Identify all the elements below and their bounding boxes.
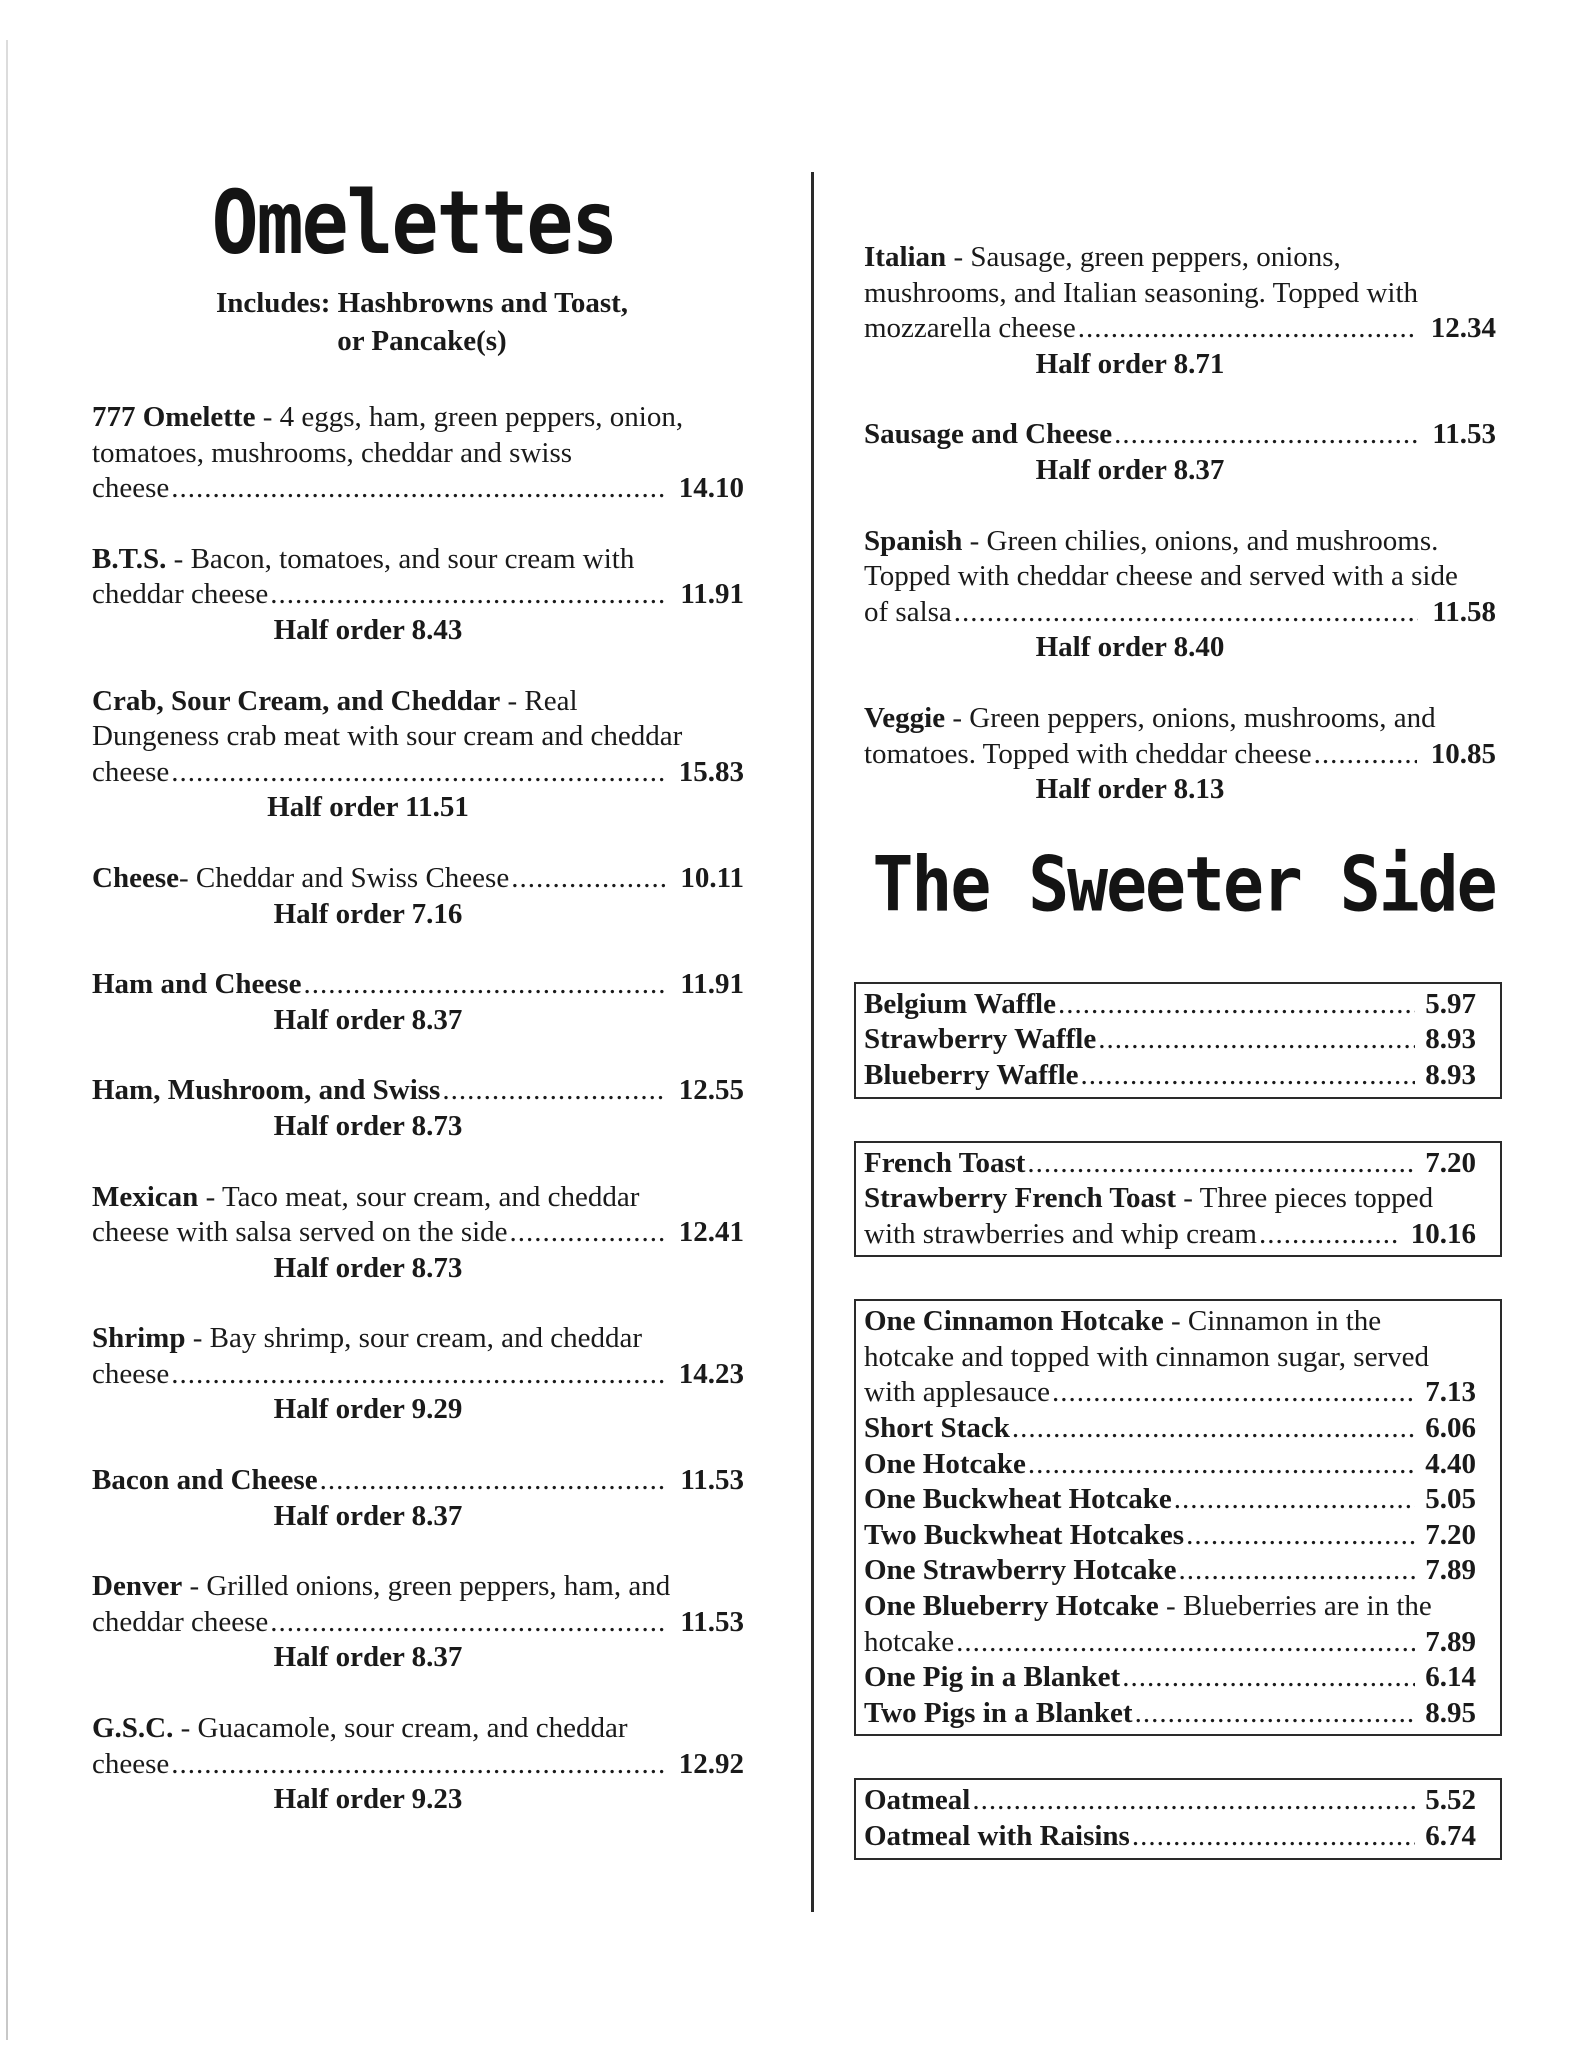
menu-item-price: 5.97	[1425, 987, 1476, 1020]
menu-item-price: 10.85	[1430, 737, 1496, 770]
omelettes-subtitle	[92, 284, 752, 360]
menu-item-name: Short Stack	[864, 1412, 1010, 1445]
menu-item-price: 15.83	[678, 755, 744, 788]
dot-leader	[1314, 737, 1417, 773]
menu-box	[854, 1299, 1502, 1736]
menu-item-description: mozzarella cheese	[864, 312, 1076, 345]
menu-item-price: 11.58	[1432, 595, 1496, 628]
menu-item-name: Cheese	[92, 861, 179, 894]
menu-item	[92, 1180, 744, 1287]
menu-item-price: 11.53	[680, 1605, 744, 1638]
menu-item-price: 7.20	[1425, 1146, 1476, 1179]
subtitle-line: or Pancake(s)	[337, 325, 507, 357]
half-order-price: Half order 8.73	[273, 1109, 463, 1142]
menu-item-price-line	[864, 1217, 1476, 1253]
menu-item-description: tomatoes. Topped with cheddar cheese	[864, 737, 1312, 770]
half-order-price: Half order 8.71	[1035, 347, 1225, 380]
menu-item-price-line	[92, 1215, 744, 1251]
menu-item-price: 12.34	[1430, 312, 1496, 345]
menu-item	[864, 1660, 1476, 1696]
menu-item-price-line	[92, 755, 744, 791]
menu-item	[92, 400, 744, 507]
dot-leader	[1058, 987, 1415, 1023]
menu-item-name: Mexican	[92, 1180, 199, 1213]
menu-item	[864, 240, 1496, 382]
menu-item-price-line	[864, 1783, 1476, 1819]
menu-item-description: Dungeness crab meat with sour cream and cheddar	[92, 720, 683, 753]
dot-leader	[303, 967, 666, 1003]
omelettes-title: Omelettes	[211, 173, 617, 275]
dot-leader	[1052, 1375, 1415, 1411]
dot-leader	[510, 1215, 665, 1251]
menu-item-name: Strawberry French Toast	[864, 1182, 1177, 1215]
menu-item-name: Shrimp	[92, 1322, 186, 1355]
right-column	[864, 240, 1504, 1902]
menu-item-line	[92, 1711, 744, 1747]
dot-leader	[1098, 1022, 1415, 1058]
menu-item-price-line	[864, 1553, 1476, 1589]
menu-item-price-line	[92, 861, 744, 897]
dot-leader	[1012, 1411, 1415, 1447]
dot-leader	[511, 861, 666, 897]
menu-item-price-line	[92, 577, 744, 613]
menu-item-price: 10.11	[680, 861, 744, 894]
menu-item	[92, 542, 744, 649]
menu-item-price-line	[864, 1819, 1476, 1855]
menu-item-price-line	[864, 1022, 1476, 1058]
menu-item	[864, 1447, 1476, 1483]
menu-item-line	[864, 1589, 1476, 1625]
menu-item-price-line	[864, 1518, 1476, 1554]
menu-item-price-line	[864, 987, 1476, 1023]
menu-item-name: B.T.S.	[92, 542, 167, 575]
half-order-price: Half order 9.29	[273, 1393, 463, 1426]
half-order-price: Half order 8.73	[273, 1251, 463, 1284]
menu-item-name: Belgium Waffle	[864, 987, 1056, 1020]
omelette-list	[92, 400, 752, 1818]
menu-item-price: 5.05	[1425, 1483, 1476, 1516]
menu-item	[864, 1553, 1476, 1589]
menu-item	[92, 1569, 744, 1676]
menu-item-name: Ham and Cheese	[92, 968, 302, 1001]
menu-item-price: 6.14	[1425, 1661, 1476, 1694]
menu-item-description: with strawberries and whip cream	[864, 1217, 1257, 1250]
menu-item-price-line	[864, 417, 1496, 453]
menu-item-description: - Grilled onions, green peppers, ham, and	[182, 1570, 671, 1603]
menu-item-description: cheese	[92, 1747, 170, 1780]
menu-item-name: Veggie	[864, 701, 946, 734]
menu-item-name: French Toast	[864, 1146, 1026, 1179]
menu-item-description: tomatoes, mushrooms, cheddar and swiss	[92, 436, 573, 469]
menu-item-description: cheese	[92, 1357, 170, 1390]
menu-item-name: Denver	[92, 1570, 183, 1603]
menu-item-price-line	[92, 1747, 744, 1783]
menu-item-price: 12.41	[678, 1216, 744, 1249]
menu-item-description: - Three pieces topped	[1176, 1182, 1434, 1215]
menu-item-price-line	[864, 1411, 1476, 1447]
menu-item-price-line	[864, 1660, 1476, 1696]
menu-item-line	[864, 1181, 1476, 1217]
menu-item-description: - Real	[500, 684, 578, 717]
menu-item-description: hotcake and topped with cinnamon sugar, served	[864, 1340, 1429, 1373]
menu-item-name: Oatmeal	[864, 1784, 971, 1817]
subtitle-line: Includes: Hashbrowns and Toast,	[215, 287, 629, 319]
half-order-price: Half order 8.37	[273, 1499, 463, 1532]
menu-item-description: - Blueberries are in the	[1158, 1590, 1432, 1623]
menu-item-line	[92, 542, 744, 578]
menu-item-name: Italian	[864, 241, 947, 273]
menu-item-name: Oatmeal with Raisins	[864, 1820, 1130, 1852]
half-order-price: Half order 8.13	[1035, 773, 1225, 806]
menu-box	[854, 1141, 1502, 1258]
column-divider	[811, 172, 814, 1912]
dot-leader	[1114, 417, 1418, 453]
dot-leader	[1081, 1058, 1416, 1094]
dot-leader	[1122, 1660, 1415, 1696]
menu-item-price-line	[864, 1696, 1476, 1732]
menu-item-name: Blueberry Waffle	[864, 1058, 1079, 1091]
menu-item-price-line	[92, 471, 744, 507]
menu-item-description: - 4 eggs, ham, green peppers, onion,	[255, 401, 684, 433]
menu-item-line	[864, 701, 1496, 737]
menu-item-name: Spanish	[864, 524, 963, 557]
page-scan-edge	[6, 40, 8, 2040]
menu-item-description: cheddar cheese	[92, 578, 269, 611]
menu-item-description: - Green peppers, onions, mushrooms, and	[945, 701, 1436, 734]
menu-item-name: Bacon and Cheese	[92, 1464, 318, 1497]
menu-item-price: 12.92	[678, 1747, 744, 1780]
menu-item-price: 14.23	[678, 1357, 744, 1390]
left-column	[92, 173, 752, 1853]
menu-item-name: One Buckwheat Hotcake	[864, 1483, 1172, 1516]
half-order-price: Half order 7.16	[273, 897, 463, 930]
menu-item-description: mushrooms, and Italian seasoning. Topped with	[864, 276, 1419, 309]
menu-item-price: 12.55	[678, 1074, 744, 1107]
menu-item-price: 11.91	[680, 578, 744, 611]
menu-item-description: - Taco meat, sour cream, and cheddar	[198, 1180, 640, 1213]
menu-item	[864, 1482, 1476, 1518]
menu-item-description: Topped with cheddar cheese and served with a side	[864, 560, 1458, 593]
menu-item-price-line	[92, 1357, 744, 1393]
menu-item-description: - Sausage, green peppers, onions,	[946, 241, 1341, 273]
menu-item-price: 14.10	[678, 472, 744, 505]
menu-item-description: - Green chilies, onions, and mushrooms.	[962, 524, 1439, 557]
menu-item-name: One Cinnamon Hotcake	[864, 1305, 1164, 1338]
menu-item	[864, 1783, 1476, 1819]
menu-item-name: One Hotcake	[864, 1447, 1026, 1480]
dot-leader	[320, 1463, 667, 1499]
menu-item-name: Two Pigs in a Blanket	[864, 1696, 1133, 1729]
half-order-price: Half order 8.43	[273, 613, 463, 646]
menu-item	[864, 1058, 1476, 1094]
menu-item-name: One Pig in a Blanket	[864, 1661, 1121, 1694]
menu-item	[92, 1463, 744, 1534]
menu-item-description: cheese	[92, 755, 170, 788]
menu-box	[854, 1778, 1502, 1859]
menu-item-description: cheddar cheese	[92, 1605, 269, 1638]
dot-leader	[1179, 1553, 1416, 1589]
half-order-price: Half order 11.51	[267, 791, 469, 824]
menu-item	[864, 1589, 1476, 1660]
dot-leader	[171, 1357, 664, 1393]
menu-item	[864, 1181, 1476, 1252]
menu-item-name: Crab, Sour Cream, and Cheddar	[92, 684, 501, 717]
sweeter-side-boxes	[864, 982, 1504, 1860]
menu-item-price: 11.53	[680, 1464, 744, 1497]
menu-item-name: One Strawberry Hotcake	[864, 1554, 1177, 1587]
sweeter-side-title: The Sweeter Side	[872, 840, 1496, 930]
menu-item-price-line	[864, 1146, 1476, 1182]
menu-item-line	[92, 1569, 744, 1605]
menu-item-name: One Blueberry Hotcake	[864, 1590, 1159, 1623]
half-order-price: Half order 8.37	[273, 1003, 463, 1036]
dot-leader	[1259, 1217, 1401, 1253]
menu-item-price-line	[864, 1375, 1476, 1411]
menu-item-description: - Bacon, tomatoes, and sour cream with	[166, 542, 635, 575]
dot-leader	[270, 1605, 666, 1641]
menu-item	[92, 1073, 744, 1144]
menu-item-price-line	[864, 1625, 1476, 1661]
menu-item	[864, 987, 1476, 1023]
menu-item	[92, 861, 744, 932]
menu-item	[864, 701, 1496, 808]
menu-item-price-line	[864, 1482, 1476, 1518]
dot-leader	[270, 577, 666, 613]
menu-item-price-line	[864, 1058, 1476, 1094]
dot-leader	[1186, 1518, 1415, 1554]
menu-item	[864, 1518, 1476, 1554]
menu-item-price: 8.95	[1425, 1696, 1476, 1729]
half-order-price: Half order 8.37	[273, 1641, 463, 1674]
half-order-price: Half order 8.37	[1035, 453, 1225, 486]
menu-item-price: 7.20	[1425, 1518, 1476, 1551]
menu-item-line	[92, 1180, 744, 1216]
menu-item-price: 7.13	[1425, 1376, 1476, 1409]
menu-item	[864, 1696, 1476, 1732]
menu-item	[92, 967, 744, 1038]
menu-item-name: Strawberry Waffle	[864, 1023, 1097, 1056]
menu-item-price-line	[864, 737, 1496, 773]
menu-item-line	[92, 1321, 744, 1357]
dot-leader	[171, 1747, 664, 1783]
menu-item	[92, 684, 744, 826]
menu-item-price: 7.89	[1425, 1625, 1476, 1658]
menu-item-price: 6.74	[1425, 1820, 1476, 1852]
omelette-list-continued	[864, 240, 1504, 808]
menu-item	[864, 1304, 1476, 1411]
menu-item	[864, 1819, 1476, 1855]
menu-item-description: - Guacamole, sour cream, and cheddar	[173, 1712, 628, 1745]
menu-item-price-line	[92, 1605, 744, 1641]
menu-item-price-line	[92, 1463, 744, 1499]
half-order-price: Half order 9.23	[273, 1783, 463, 1816]
menu-item-price: 4.40	[1425, 1447, 1476, 1480]
menu-item-description: - Cinnamon in the	[1163, 1305, 1382, 1338]
dot-leader	[442, 1073, 664, 1109]
menu-item-price-line	[864, 311, 1496, 347]
menu-item-line	[92, 400, 744, 436]
dot-leader	[1028, 1447, 1415, 1483]
menu-item-line	[864, 1304, 1476, 1340]
menu-item-description: - Cheddar and Swiss Cheese	[178, 861, 510, 894]
menu-item-price: 8.93	[1425, 1023, 1476, 1056]
dot-leader	[956, 1625, 1415, 1661]
menu-item-name: Two Buckwheat Hotcakes	[864, 1518, 1185, 1551]
menu-item	[864, 524, 1496, 666]
menu-item	[864, 1411, 1476, 1447]
menu-item-price-line	[864, 1447, 1476, 1483]
menu-item-price: 6.06	[1425, 1412, 1476, 1445]
menu-item-name: 777 Omelette	[92, 401, 256, 433]
menu-item	[864, 417, 1496, 488]
menu-box	[854, 982, 1502, 1099]
menu-item-description: hotcake	[864, 1625, 955, 1658]
menu-item-line	[864, 240, 1496, 276]
menu-item-price: 10.16	[1410, 1217, 1476, 1250]
menu-item-description: of salsa	[864, 595, 952, 628]
menu-item-description: with applesauce	[864, 1376, 1051, 1409]
dot-leader	[1078, 311, 1417, 347]
menu-item-description: cheese	[92, 472, 170, 505]
menu-item-price-line	[92, 1073, 744, 1109]
menu-item-price: 5.52	[1425, 1784, 1476, 1817]
half-order-price: Half order 8.40	[1035, 631, 1225, 664]
menu-item-name: Ham, Mushroom, and Swiss	[92, 1074, 441, 1107]
dot-leader	[972, 1783, 1415, 1819]
menu-item-name: G.S.C.	[92, 1712, 174, 1745]
menu-item-description: cheese with salsa served on the side	[92, 1216, 508, 1249]
menu-item	[864, 1022, 1476, 1058]
menu-item	[92, 1321, 744, 1428]
menu-item-line	[92, 684, 744, 720]
menu-item-price: 8.93	[1425, 1058, 1476, 1091]
menu-item-price: 11.53	[1432, 418, 1496, 451]
dot-leader	[171, 471, 664, 507]
menu-item	[92, 1711, 744, 1818]
menu-item-price-line	[92, 967, 744, 1003]
dot-leader	[1132, 1819, 1415, 1855]
menu-item-price: 11.91	[680, 968, 744, 1001]
dot-leader	[1174, 1482, 1416, 1518]
menu-item-price-line	[864, 595, 1496, 631]
menu-item-description: - Bay shrimp, sour cream, and cheddar	[185, 1322, 643, 1355]
menu-item-line	[864, 524, 1496, 560]
dot-leader	[171, 755, 664, 791]
menu-item-name: Sausage and Cheese	[864, 418, 1113, 451]
menu-item-price: 7.89	[1425, 1554, 1476, 1587]
dot-leader	[954, 595, 1419, 631]
menu-item	[864, 1146, 1476, 1182]
dot-leader	[1135, 1696, 1416, 1732]
dot-leader	[1027, 1146, 1415, 1182]
